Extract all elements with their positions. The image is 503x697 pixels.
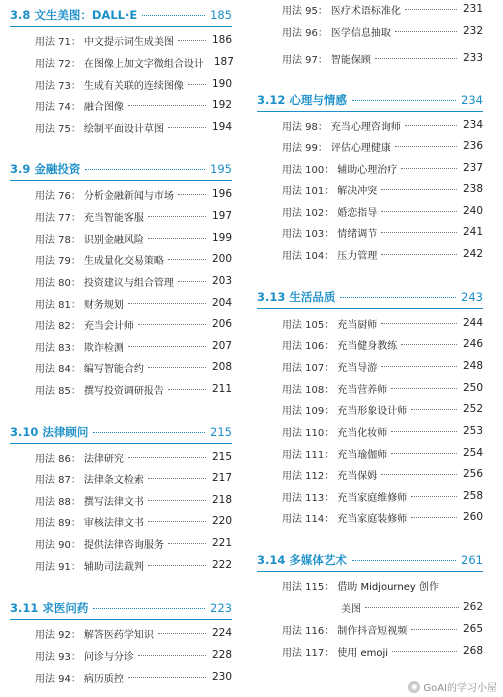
leader-dots	[128, 302, 206, 304]
entry-title: 编写智能合约	[83, 363, 144, 375]
leader-dots	[128, 104, 206, 106]
leader-dots	[365, 606, 459, 608]
usage-label: 用法 101：	[282, 185, 335, 197]
leader-dots	[178, 193, 206, 195]
usage-label: 用法 96：	[282, 27, 328, 39]
page-number: 254	[462, 447, 483, 459]
section-heading[interactable]	[10, 158, 232, 181]
toc-item[interactable]	[10, 337, 232, 355]
leader-dots	[381, 473, 457, 475]
entry-title: 充当营养师	[337, 384, 388, 396]
toc-item[interactable]	[10, 31, 232, 49]
entry-title: 充当导游	[337, 362, 378, 374]
toc-item[interactable]	[257, 49, 483, 67]
entry-title: 充当健身教练	[337, 340, 398, 352]
usage-label: 用法 78：	[35, 234, 81, 246]
toc-item[interactable]	[10, 294, 232, 312]
toc-item[interactable]	[257, 379, 483, 397]
toc-item[interactable]	[257, 422, 483, 440]
leader-dots	[178, 39, 206, 41]
page-number: 258	[462, 490, 483, 502]
leader-dots	[381, 231, 457, 233]
section-title: 3.9 金融投资	[10, 162, 81, 176]
toc-item[interactable]	[257, 335, 483, 353]
leader-dots	[381, 210, 457, 212]
usage-label: 用法 76：	[35, 190, 81, 202]
leader-dots	[148, 366, 206, 368]
toc-item[interactable]	[10, 250, 232, 268]
leader-dots	[138, 323, 206, 325]
leader-dots	[401, 167, 457, 169]
leader-dots	[411, 628, 457, 630]
toc-item[interactable]	[10, 448, 232, 466]
page-number: 192	[211, 99, 232, 111]
page-number: 234	[461, 93, 483, 107]
page-number: 244	[462, 317, 483, 329]
page-number: 224	[211, 627, 232, 639]
entry-title: 分析金融新闻与市场	[83, 190, 174, 202]
usage-label: 用法 89：	[35, 517, 81, 529]
page-number: 204	[211, 297, 232, 309]
leader-dots	[168, 258, 206, 260]
page-number: 223	[210, 601, 232, 615]
page-number: 220	[211, 515, 232, 527]
entry-title: 充当家庭装修师	[337, 513, 408, 525]
usage-label: 用法 114：	[282, 513, 335, 525]
leader-dots	[148, 215, 206, 217]
entry-title: 辅助心理治疗	[337, 164, 398, 176]
entry-title: 融合图像	[83, 101, 124, 113]
toc-item[interactable]	[10, 118, 232, 136]
toc-item[interactable]	[10, 358, 232, 376]
section-heading[interactable]	[257, 286, 483, 309]
leader-dots	[381, 322, 457, 324]
entry-title: 财务规划	[83, 299, 124, 311]
usage-label: 用法 115：	[282, 581, 335, 593]
entry-title: 使用 emoji	[337, 647, 389, 659]
section-heading[interactable]	[10, 4, 232, 27]
toc-item[interactable]	[257, 487, 483, 505]
usage-label: 用法 103：	[282, 228, 335, 240]
entry-title: 充当家庭维修师	[337, 492, 408, 504]
entry-title: 借助 Midjourney 创作	[337, 581, 439, 593]
usage-label: 用法 116：	[282, 625, 335, 637]
usage-label: 用法 94：	[35, 673, 81, 685]
toc-item[interactable]	[257, 400, 483, 418]
usage-label: 用法 80：	[35, 277, 81, 289]
usage-label: 用法 84：	[35, 363, 81, 375]
toc-item[interactable]	[10, 207, 232, 225]
page-number: 206	[211, 318, 232, 330]
entry-title: 病历质控	[83, 673, 124, 685]
usage-label: 用法 117：	[282, 647, 335, 659]
entry-title: 问诊与分诊	[83, 651, 134, 663]
usage-label: 用法 85：	[35, 385, 81, 397]
leader-dots	[148, 564, 206, 566]
page-number: 238	[462, 183, 483, 195]
entry-title: 充当心理咨询师	[330, 121, 401, 133]
page-number: 248	[462, 360, 483, 372]
leader-dots	[352, 99, 456, 101]
toc-item[interactable]	[10, 646, 232, 664]
toc-item[interactable]	[257, 245, 483, 263]
usage-label: 用法 71：	[35, 36, 81, 48]
entry-title: 情绪调节	[337, 228, 378, 240]
entry-title: 评估心理健康	[330, 142, 391, 154]
usage-label: 用法 98：	[282, 121, 328, 133]
watermark	[408, 679, 497, 694]
page-number: 246	[462, 338, 483, 350]
page-number: 240	[462, 205, 483, 217]
toc-item[interactable]	[10, 469, 232, 487]
leader-dots	[411, 516, 457, 518]
usage-label: 用法 97：	[282, 54, 328, 66]
page-number: 207	[211, 340, 232, 352]
usage-label: 用法 82：	[35, 320, 81, 332]
page-number: 195	[210, 162, 232, 176]
toc-item[interactable]	[257, 465, 483, 483]
page-number: 186	[211, 34, 232, 46]
section-heading[interactable]	[10, 597, 232, 620]
entry-title: 美图	[341, 603, 361, 615]
entry-title: 投资建议与组合管理	[83, 277, 174, 289]
toc-item[interactable]	[257, 116, 483, 134]
page-number: 262	[462, 601, 483, 613]
entry-title: 医疗术语标准化	[330, 5, 401, 17]
leader-dots	[168, 126, 206, 128]
entry-title: 充当会计师	[83, 320, 134, 332]
page-number: 218	[211, 494, 232, 506]
entry-title: 医学信息抽取	[330, 27, 391, 39]
toc-item[interactable]	[10, 272, 232, 290]
usage-label: 用法 79：	[35, 255, 81, 267]
page-number: 199	[211, 232, 232, 244]
entry-title: 生成量化交易策略	[83, 255, 164, 267]
toc-item[interactable]	[257, 202, 483, 220]
entry-title: 在图像上加文字微组合设计	[83, 58, 204, 70]
usage-label: 用法 72：	[35, 58, 81, 70]
leader-dots	[148, 477, 206, 479]
leader-dots	[401, 343, 457, 345]
leader-dots	[392, 650, 457, 652]
entry-title: 充当瑜伽师	[337, 449, 388, 461]
section-title: 3.10 法律顾问	[10, 425, 89, 439]
usage-label: 用法 88：	[35, 496, 81, 508]
page-number: 265	[462, 623, 483, 635]
usage-label: 用法 91：	[35, 561, 81, 573]
usage-label: 用法 100：	[282, 164, 335, 176]
toc-item[interactable]	[10, 556, 232, 574]
entry-title: 制作抖音短视频	[337, 625, 408, 637]
leader-dots	[352, 559, 456, 561]
usage-label: 用法 86：	[35, 453, 81, 465]
leader-dots	[148, 520, 206, 522]
entry-title: 欺诈检测	[83, 342, 124, 354]
page-number: 215	[210, 425, 232, 439]
toc-item[interactable]	[257, 22, 483, 40]
section-title: 3.14 多媒体艺术	[257, 553, 347, 567]
entry-title: 解决冲突	[337, 185, 378, 197]
page-number: 242	[462, 248, 483, 260]
page-number: 203	[211, 275, 232, 287]
leader-dots	[405, 8, 457, 10]
usage-label: 用法 73：	[35, 80, 81, 92]
section-heading[interactable]	[257, 89, 483, 112]
usage-label: 用法 104：	[282, 250, 335, 262]
usage-label: 用法 105：	[282, 319, 335, 331]
leader-dots	[142, 14, 205, 16]
section-title: 3.11 求医问药	[10, 601, 89, 615]
leader-dots	[138, 654, 206, 656]
entry-title: 充当形象设计师	[337, 405, 408, 417]
leader-dots	[128, 676, 206, 678]
page-number: 187	[213, 56, 234, 68]
toc-item[interactable]	[10, 185, 232, 203]
usage-label: 用法 95：	[282, 5, 328, 17]
toc-item-continuation[interactable]	[341, 598, 483, 616]
page-number: 200	[211, 253, 232, 265]
usage-label: 用法 87：	[35, 474, 81, 486]
entry-title: 辅助司法裁判	[83, 561, 144, 573]
leader-dots	[411, 408, 457, 410]
entry-title: 法律条文检索	[83, 474, 144, 486]
watermark-text: GoAI的学习小屋	[423, 683, 497, 694]
leader-dots	[85, 168, 205, 170]
toc-item[interactable]	[10, 53, 232, 71]
toc-item[interactable]	[257, 314, 483, 332]
page-number: 236	[462, 140, 483, 152]
leader-dots	[391, 387, 457, 389]
toc-item[interactable]	[10, 668, 232, 686]
wechat-icon: ◉	[408, 681, 420, 693]
leader-dots	[168, 388, 206, 390]
page-number: 194	[211, 121, 232, 133]
entry-title: 撰写投资调研报告	[83, 385, 164, 397]
entry-title: 生成有关联的连续图像	[83, 80, 184, 92]
usage-label: 用法 113：	[282, 492, 335, 504]
leader-dots	[340, 296, 456, 298]
toc-item[interactable]	[257, 620, 483, 638]
leader-dots	[375, 57, 457, 59]
leader-dots	[405, 124, 457, 126]
toc-item[interactable]	[257, 508, 483, 526]
usage-label: 用法 108：	[282, 384, 335, 396]
entry-title: 审核法律文书	[83, 517, 144, 529]
usage-label: 用法 77：	[35, 212, 81, 224]
usage-label: 用法 102：	[282, 207, 335, 219]
entry-title: 智能保顾	[330, 54, 371, 66]
section-heading[interactable]	[257, 549, 483, 572]
page-number: 253	[462, 425, 483, 437]
section-title: 3.12 心理与情感	[257, 93, 347, 107]
page-number: 185	[210, 8, 232, 22]
section-title: 3.13 生活品质	[257, 290, 336, 304]
page-number: 232	[462, 25, 483, 37]
leader-dots	[158, 632, 206, 634]
toc-item[interactable]	[10, 380, 232, 398]
toc-item[interactable]	[257, 223, 483, 241]
page-number: 230	[211, 671, 232, 683]
toc-item[interactable]	[10, 229, 232, 247]
toc-item[interactable]	[10, 96, 232, 114]
leader-dots	[411, 495, 457, 497]
usage-label: 用法 75：	[35, 123, 81, 135]
leader-dots	[128, 456, 206, 458]
toc-item[interactable]	[257, 576, 483, 594]
leader-dots	[188, 83, 206, 85]
toc-item[interactable]	[257, 444, 483, 462]
usage-label: 用法 110：	[282, 427, 335, 439]
leader-dots	[93, 431, 205, 433]
entry-title: 中文提示词生成美图	[83, 36, 174, 48]
leader-dots	[381, 253, 457, 255]
page-number: 241	[462, 226, 483, 238]
page-number: 252	[462, 403, 483, 415]
usage-label: 用法 99：	[282, 142, 328, 154]
leader-dots	[128, 345, 206, 347]
page-number: 231	[462, 3, 483, 15]
usage-label: 用法 111：	[282, 449, 335, 461]
page-number: 234	[462, 119, 483, 131]
leader-dots	[168, 542, 206, 544]
entry-title: 充当智能客服	[83, 212, 144, 224]
page-number: 197	[211, 210, 232, 222]
toc-item[interactable]	[257, 642, 483, 660]
usage-label: 用法 109：	[282, 405, 335, 417]
entry-title: 压力管理	[337, 250, 378, 262]
entry-title: 提供法律咨询服务	[83, 539, 164, 551]
entry-title: 识别金融风险	[83, 234, 144, 246]
entry-title: 充当化妆师	[337, 427, 388, 439]
toc-item[interactable]	[257, 159, 483, 177]
page-number: 260	[462, 511, 483, 523]
entry-title: 解答医药学知识	[83, 629, 154, 641]
entry-title: 充当厨师	[337, 319, 378, 331]
page-number: 250	[462, 382, 483, 394]
usage-label: 用法 106：	[282, 340, 335, 352]
page-number: 211	[211, 383, 232, 395]
page-number: 215	[211, 451, 232, 463]
toc-item[interactable]	[257, 357, 483, 375]
leader-dots	[178, 280, 206, 282]
toc-item[interactable]	[257, 180, 483, 198]
page-number: 243	[461, 290, 483, 304]
entry-title: 婚恋指导	[337, 207, 378, 219]
page-number: 256	[462, 468, 483, 480]
section-heading[interactable]	[10, 421, 232, 444]
entry-title: 充当保姆	[337, 470, 378, 482]
leader-dots	[93, 607, 205, 609]
leader-dots	[148, 237, 206, 239]
leader-dots	[395, 145, 457, 147]
leader-dots	[391, 430, 457, 432]
leader-dots	[381, 188, 457, 190]
page-number: 233	[462, 52, 483, 64]
page-number: 268	[462, 645, 483, 657]
leader-dots	[381, 365, 457, 367]
toc-item[interactable]	[257, 0, 483, 18]
usage-label: 用法 107：	[282, 362, 335, 374]
page-number: 237	[462, 162, 483, 174]
toc-item[interactable]	[10, 512, 232, 530]
leader-dots	[391, 452, 457, 454]
page-number: 221	[211, 537, 232, 549]
page-number: 222	[211, 559, 232, 571]
toc-item[interactable]	[257, 137, 483, 155]
entry-title: 撰写法律文书	[83, 496, 144, 508]
toc-item[interactable]	[10, 534, 232, 552]
toc-item[interactable]	[10, 624, 232, 642]
page-number: 190	[211, 78, 232, 90]
leader-dots	[148, 499, 206, 501]
section-title: 3.8 文生美图：DALL·E	[10, 8, 138, 22]
toc-item[interactable]	[10, 491, 232, 509]
page-number: 228	[211, 649, 232, 661]
page-number: 208	[211, 361, 232, 373]
entry-title: 绘制平面设计草图	[83, 123, 164, 135]
page-number: 261	[461, 553, 483, 567]
leader-dots	[395, 30, 457, 32]
toc-item[interactable]	[10, 75, 232, 93]
usage-label: 用法 83：	[35, 342, 81, 354]
usage-label: 用法 92：	[35, 629, 81, 641]
page-number: 217	[211, 472, 232, 484]
usage-label: 用法 81：	[35, 299, 81, 311]
entry-title: 法律研究	[83, 453, 124, 465]
page-number: 196	[211, 188, 232, 200]
usage-label: 用法 90：	[35, 539, 81, 551]
usage-label: 用法 112：	[282, 470, 335, 482]
toc-item[interactable]	[10, 315, 232, 333]
usage-label: 用法 93：	[35, 651, 81, 663]
usage-label: 用法 74：	[35, 101, 81, 113]
